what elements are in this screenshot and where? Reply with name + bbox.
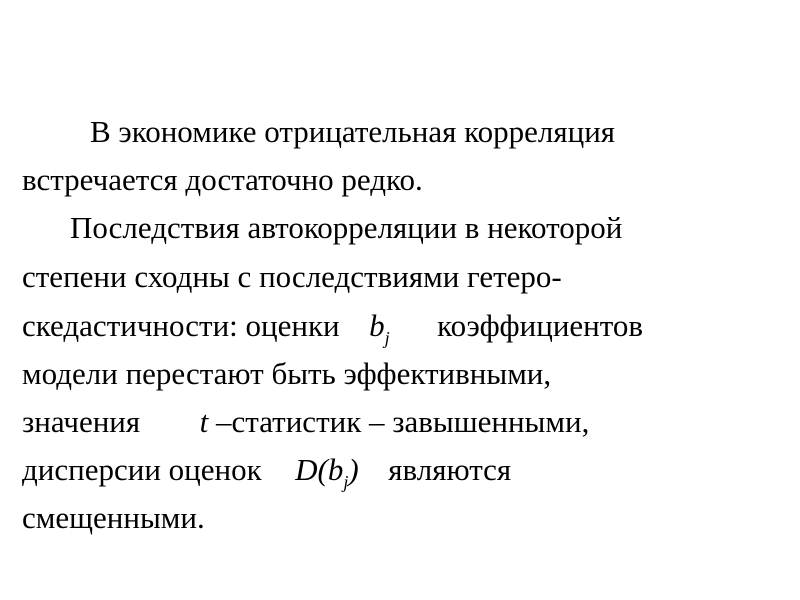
- text-fragment: дисперсии оценок: [22, 452, 262, 487]
- math-subscript: j: [384, 328, 390, 348]
- math-subscript: j: [343, 472, 349, 492]
- math-symbol: t: [199, 404, 209, 439]
- math-expression: D(b: [295, 452, 344, 487]
- text-fragment: коэффициентов: [437, 308, 644, 343]
- math-symbol: ): [348, 452, 359, 487]
- text-fragment: являются: [388, 452, 512, 487]
- text-line: В экономике отрицательная корреляция: [90, 114, 616, 149]
- math-symbol: b: [369, 308, 385, 343]
- text-line: степени сходны с последствиями гетеро-: [22, 259, 562, 294]
- text-line: смещенными.: [22, 500, 205, 535]
- text-line: модели перестают быть эффективными,: [22, 356, 552, 391]
- text-fragment: значения: [22, 404, 141, 439]
- text-line: [22, 308, 643, 356]
- text-fragment: скедастичности: оценки: [22, 308, 340, 343]
- text-fragment: –статистик – завышенными,: [216, 404, 590, 439]
- text-line: [22, 404, 589, 440]
- text-line: [22, 452, 511, 500]
- text-line: Последствия автокорреляции в некоторой: [70, 210, 623, 245]
- text-line: встречается достаточно редко.: [22, 162, 423, 197]
